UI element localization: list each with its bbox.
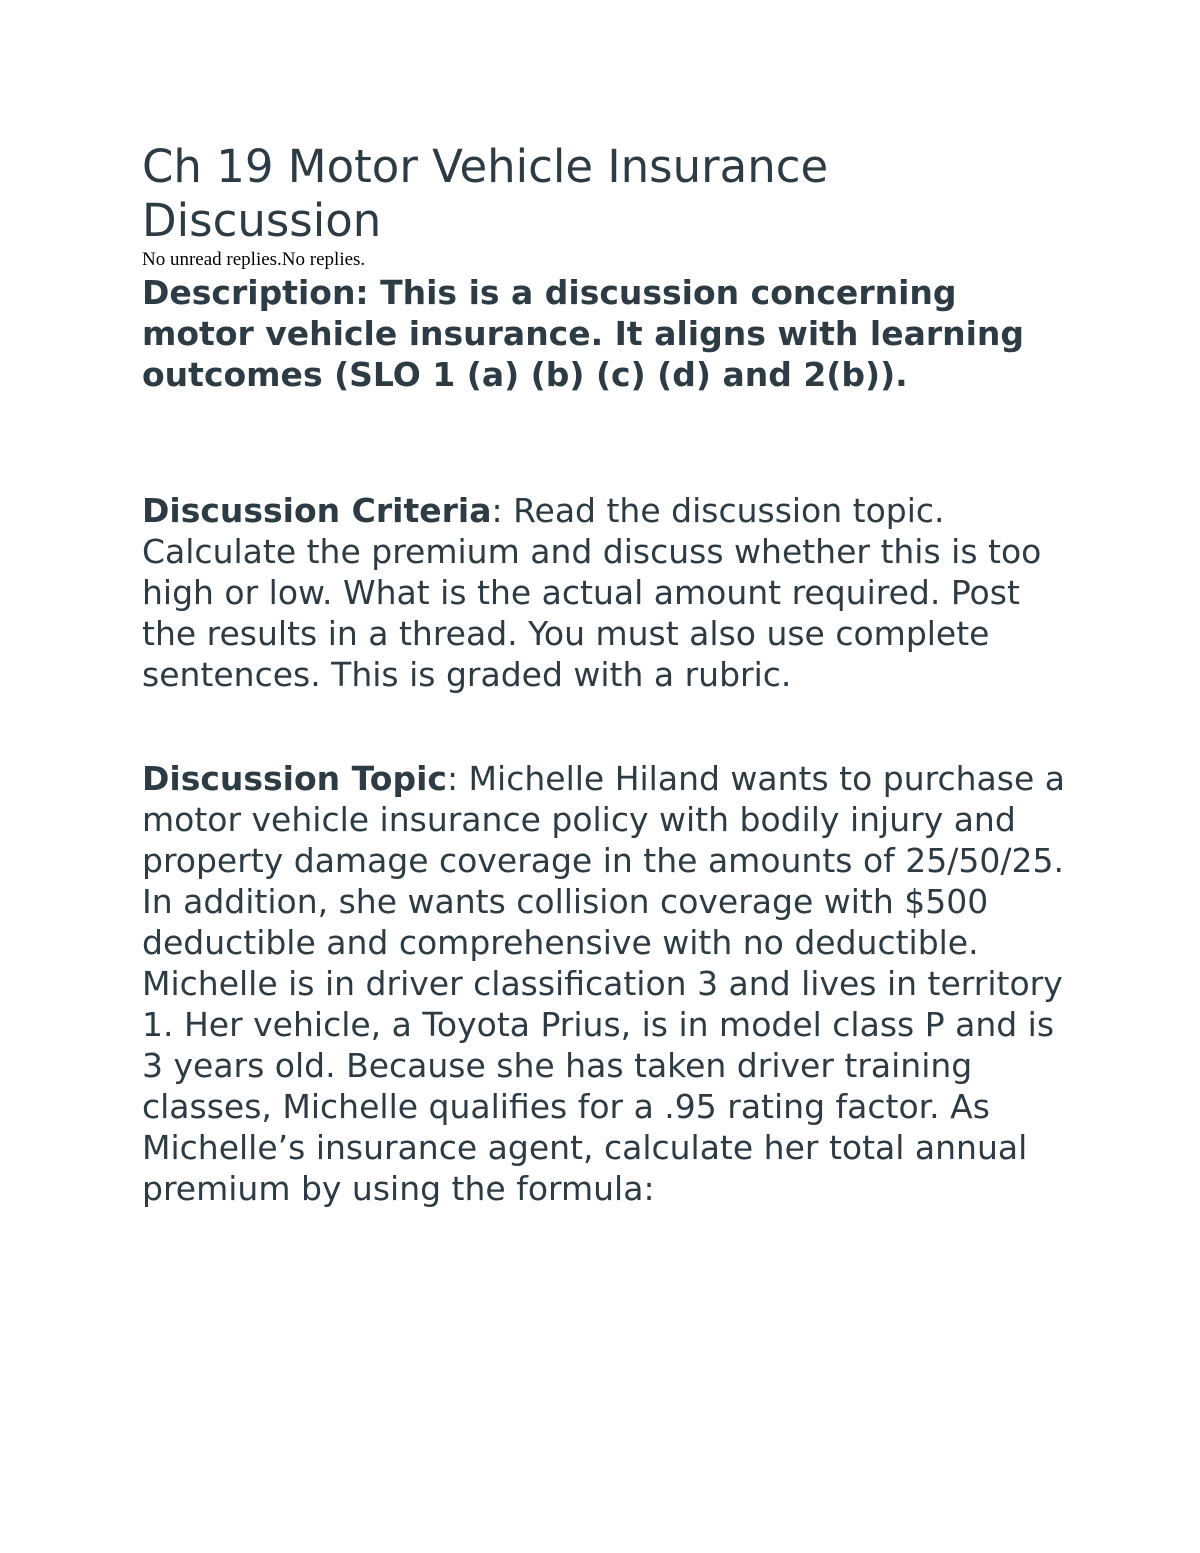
topic-label: Discussion Topic: [142, 759, 447, 798]
spacer: [142, 695, 1077, 758]
reply-status: No unread replies.No replies.: [142, 249, 366, 270]
criteria-label: Discussion Criteria: [142, 491, 492, 530]
topic-text: : Michelle Hiland wants to purchase a motor vehicle insurance policy with bodily injury and property damage coverage in the amounts of 25/50/25. In addition, she wants collision coverage with $500 deductible and comprehensive with no deductible. Michelle is in driver classification 3 and lives in territory 1. Her vehicle, a Toyota Prius, is in model class P and is 3 years old. Because she has taken driver training classes, Michelle qualifies for a .95 rating factor. As Michelle’s insurance agent, calculate her total annual premium by using the formula:: [142, 759, 1065, 1208]
description-paragraph: Description: This is a discussion concerning motor vehicle insurance. It aligns with learning outcomes (SLO 1 (a) (b) (c) (d) and 2(b)).: [142, 273, 1025, 394]
spacer: [142, 395, 1077, 490]
page-title: Ch 19 Motor Vehicle Insurance Discussion: [142, 140, 829, 247]
criteria-text: : Read the discussion topic. Calculate the premium and discuss whether this is too high or low. What is the actual amount required. Post the results in a thread. You must also use complete sentences. This is graded with a rubric.: [142, 491, 1042, 694]
topic-paragraph: [142, 758, 1077, 1209]
document-page: [142, 140, 1077, 1209]
criteria-paragraph: [142, 490, 1077, 695]
